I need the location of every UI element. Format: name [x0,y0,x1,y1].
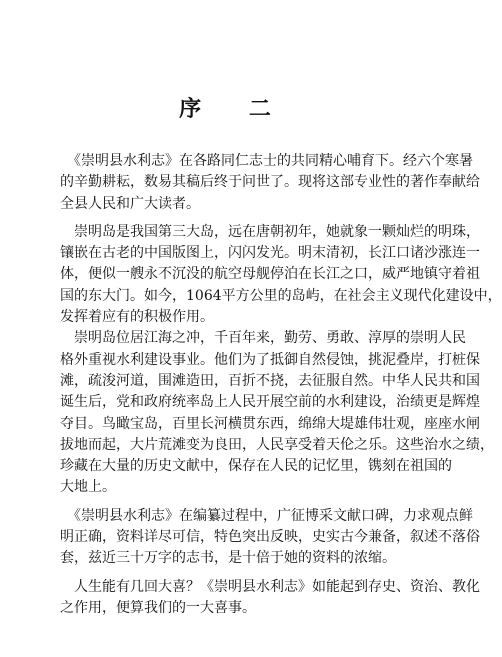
text-line: 的辛勤耕耘，数易其稿后终于问世了。现将这部专业性的著作奉献给 [60,174,480,191]
paragraph-1 [60,151,480,215]
text-line: 明正确，资料详尽可信，特色突出反映，史实古今兼备，叙述不落俗 [60,529,480,546]
text-line: 镶嵌在古老的中国版图上，闪闪发光。明末清初，长江口诸沙涨连一 [60,245,480,262]
text-line: 之作用，便算我们的一大喜事。 [60,599,256,616]
text-line: 大地上。 [60,479,116,496]
text-line: 拔地而起，大片荒滩变为良田，人民享受着天伦之乐。这些治水之绩， [60,436,494,453]
text-line: 体，便似一艘永不沉没的航空母舰停泊在长江之口，威严地镇守着祖 [60,266,480,283]
page-title: 序 二 [179,96,291,122]
text-line: 崇明岛位居江海之冲，千百年来，勤劳、勇敢、淳厚的崇明人民 [60,330,466,347]
text-line: 滩，疏浚河道，围滩造田，百折不挠，去征服自然。中华人民共和国 [60,372,480,389]
text-line: 崇明岛是我国第三大岛，远在唐朝初年，她就象一颗灿烂的明珠， [60,223,480,240]
paragraph-3 [60,328,494,498]
text-line: 全县人民和广大读者。 [60,195,200,212]
paragraph-5 [60,577,480,620]
text-line: 《崇明县水利志》在各路同仁志士的共同精心哺育下。经六个寒暑 [60,153,473,169]
paragraph-2 [60,222,502,328]
text-line: 国的东大门。如今，1064平方公里的岛屿，在社会主义现代化建设中， [60,287,502,304]
paragraph-4 [60,506,480,570]
text-line: 套，兹近三十万字的志书，是十倍于她的资料的浓缩。 [60,550,396,567]
text-line: 珍藏在大量的历史文献中，保存在人民的记忆里，镌刻在祖国的 [60,458,452,475]
text-line: 人生能有几回大喜？《崇明县水利志》如能起到存史、资治、教化 [60,578,480,595]
document-body [60,151,502,619]
text-line: 诞生后，党和政府统率岛上人民开展空前的水利建设，治绩更是辉煌 [60,394,480,411]
text-line: 《崇明县水利志》在编纂过程中，广征博采文献口碑，力求观点鲜 [60,507,473,524]
text-line: 格外重视水利建设事业。他们为了抵御自然侵蚀，挑泥叠岸，打桩保 [60,351,480,368]
text-line: 夺目。鸟瞰宝岛，百里长河横贯东西，绵绵大堤雄伟壮观，座座水闸 [60,415,480,432]
text-line: 发挥着应有的积极作用。 [60,309,214,326]
